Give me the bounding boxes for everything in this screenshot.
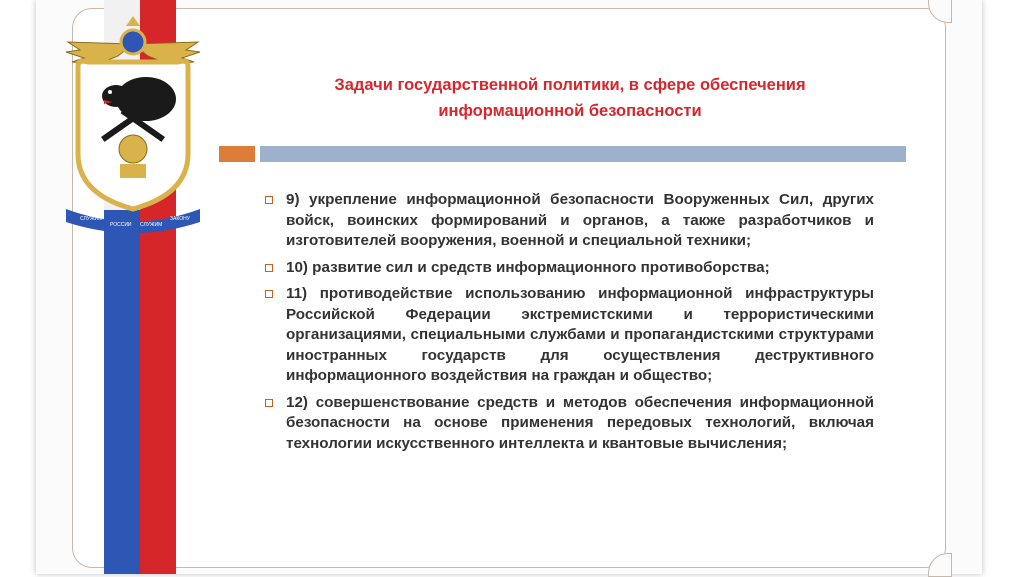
square-bullet-icon bbox=[265, 399, 273, 407]
slide-title bbox=[240, 72, 900, 124]
list-item-text: 12) совершенствование средств и методов обеспечения информационной безопасности на основе применения передовых технологий, включая технологии искусственного интеллекта и квантовые вычисления; bbox=[286, 393, 874, 452]
motto-word: СЛУЖИМ bbox=[140, 222, 163, 228]
divider-bar bbox=[260, 146, 906, 162]
slide-title-line: Задачи государственной политики, в сфере обеспечения bbox=[334, 76, 806, 94]
square-bullet-icon bbox=[265, 264, 273, 272]
list-item bbox=[262, 393, 874, 455]
motto-word: ЗАКОНУ bbox=[170, 216, 190, 222]
accent-bar bbox=[219, 146, 255, 162]
list-item-text: 10) развитие сил и средств информационного противоборства; bbox=[286, 258, 770, 276]
slide-title-line: информационной безопасности bbox=[438, 102, 702, 120]
police-emblem-icon bbox=[58, 4, 208, 234]
list-item bbox=[262, 258, 874, 279]
square-bullet-icon bbox=[265, 196, 273, 204]
list-item-text: 9) укрепление информационной безопасности Вооруженных Сил, других войск, воинских формирований и органов, а также разработчиков и изготовителей вооружения, военной и специальной техники; bbox=[286, 191, 874, 249]
bullet-list bbox=[262, 190, 874, 460]
flag-stripe-blue bbox=[104, 210, 140, 574]
motto-word: СЛУЖИМ bbox=[80, 216, 103, 222]
motto-word: РОССИИ bbox=[110, 222, 132, 228]
list-item-text: 11) противодействие использованию информационной инфраструктуры Российской Федерации экстремистскими и террористическими организациями, специальными службами и пропагандистскими структурами иностранных государств для осуществления деструктивного информационного воздействия на граждан и общество; bbox=[286, 285, 874, 384]
list-item bbox=[262, 284, 874, 387]
square-bullet-icon bbox=[265, 290, 273, 298]
list-item bbox=[262, 190, 874, 252]
